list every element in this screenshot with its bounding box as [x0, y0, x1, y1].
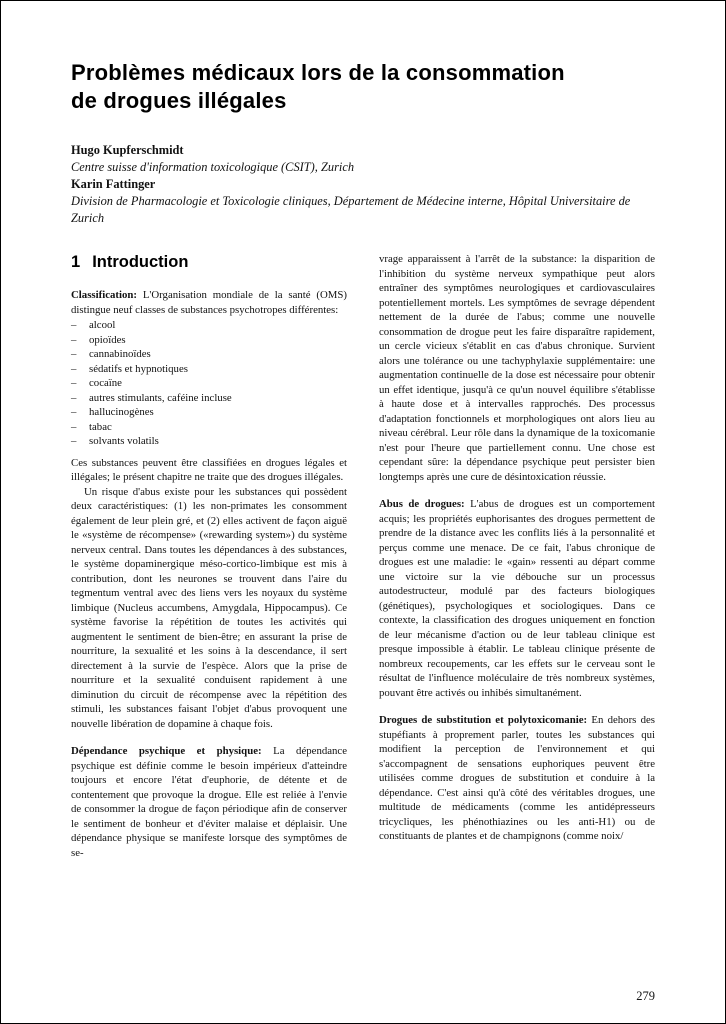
two-column-body	[71, 252, 655, 860]
list-item-text: opioïdes	[89, 333, 126, 346]
title-line-2: de drogues illégales	[71, 88, 287, 113]
list-item	[71, 347, 347, 362]
list-item-text: autres stimulants, caféine incluse	[89, 391, 232, 404]
paragraph-classes: Ces substances peuvent être classifiées en drogues légales et illégales; le présent chapitre ne traite que des drogues illégales.	[71, 456, 347, 483]
paragraph-dependance	[71, 744, 347, 860]
run-in-label: Abus de drogues:	[379, 498, 465, 510]
dash-marker: –	[71, 406, 77, 418]
dash-marker: –	[71, 348, 77, 360]
list-item-text: alcool	[89, 319, 116, 331]
run-in-label: Classification:	[71, 289, 137, 301]
section-heading	[71, 252, 347, 272]
run-in-label: Dépendance psychique et physique:	[71, 745, 262, 757]
dash-marker: –	[71, 377, 77, 389]
dash-marker: –	[71, 435, 77, 447]
run-in-label: Drogues de substitution et polytoxicomanie:	[379, 714, 588, 726]
author-name: Hugo Kupferschmidt	[71, 143, 184, 157]
paragraph-text: En dehors des stupéfiants à proprement parler, toutes les substances qui modifient la perception de l'environnement et qui s'accompagnent de sensations euphoriques peuvent être utilisées comme drogues de substitution et conduire à la dépendance. C'est ainsi qu'à côté des véritables drogues, une multitude de médicaments (comme les antidépresseurs tricycliques, les phénothiazines ou les anti-H1) ou de constituants de plantes et de champignons (comme noix/	[379, 714, 656, 842]
dash-marker: –	[71, 333, 77, 346]
dash-marker: –	[71, 319, 77, 331]
paragraph-abus	[379, 497, 655, 700]
list-item	[71, 420, 347, 435]
paragraph-substitution	[379, 713, 655, 844]
list-item-text: sédatifs et hypnotiques	[89, 362, 188, 375]
section-title: Introduction	[92, 253, 189, 271]
paragraph-text: La dépendance psychique est définie comme le besoin impérieux d'atteindre toujours et encore l'état d'euphorie, de détente et de contentement que provoque la drogue. Elle est reliée à l'envie de consommer la drogue de façon périodique afin de conserver le sentiment de bonheur et d'éviter malaise et déplaisir. Une dépendance physique se manifeste lorsque des symptômes de se-	[71, 745, 348, 859]
author-affiliation: Division de Pharmacologie et Toxicologie cliniques, Département de Médecine interne, Hôpital Universitaire de Zurich	[71, 194, 631, 225]
list-item-text: solvants volatils	[89, 435, 159, 447]
substance-list	[71, 318, 347, 449]
title-line-1: Problèmes médicaux lors de la consommation	[71, 60, 565, 85]
author-name: Karin Fattinger	[71, 177, 156, 191]
page-number: 279	[636, 989, 655, 1003]
list-item	[71, 434, 347, 449]
paragraph-risk: Un risque d'abus existe pour les substances qui possèdent deux caractéristiques: (1) les non-primates les consomment également de leur plein gré, et (2) elles activent de façon aiguë le «système de récompense» («rewarding system») du système nerveux central. Dans toutes les dépendances à des substances, le système dopaminergique méso-cortico-limbique est mis à contribution, dont les neurones se trouvent dans l'aire du tegmentum ventral avec des liens vers les noyaux du système limbique (Nucleus accumbens, Amygdala, Hippocampus). Ce système favorise la répétition de toutes les activités qui augmentent le sentiment de bien-être; en assurant la prise de nourriture, la sexualité et les soins à la descendance, il sert directement à la survie de l'espèce. Alors que la prise de nourriture et la sexualité conduisent rapidement à une diminution du circuit de récompense avec la répétition des stimuli, les substances faisant l'objet d'abus provoquent une nouvelle libération de dopamine à chaque fois.	[71, 485, 347, 730]
list-item	[71, 391, 347, 406]
page-title	[71, 59, 655, 115]
paragraph-sevrage: vrage apparaissent à l'arrêt de la substance: la disparition de l'inhibition du système nerveux sympathique peut alors entraîner des symptômes neurologiques et cardiovasculaires potentiellement mortels. Les symptômes de sevrage dépendent nettement de la durée de l'abus; comme une nouvelle consommation de drogue peut les faire disparaître rapidement, un cercle vicieux s'établit en cas d'abus chronique. Survient alors une tolérance ou une tachyphylaxie supplémentaire: une augmentation continuelle de la dose est nécessaire pour obtenir un effet identique, jusqu'à ce qu'un nouvel équilibre s'établisse à haute dose et à intervalles rapprochés. Des processus d'adaptation fonctionnels et morphologiques ont alors lieu au niveau cérébral. Leur rôle dans la dynamique de la toxicomanie n'est pour l'heure que partiellement connu. Une chose est cependant sûre: la dépendance psychique peut persister bien longtemps après une cure de désintoxication réussie.	[379, 253, 655, 483]
list-item	[71, 333, 347, 348]
left-column	[71, 252, 347, 860]
paragraph-classification	[71, 288, 347, 317]
author-block	[71, 142, 655, 227]
list-item	[71, 376, 347, 391]
list-item-text: cannabinoïdes	[89, 348, 151, 360]
list-item-text: hallucinogènes	[89, 406, 154, 418]
dash-marker: –	[71, 391, 77, 404]
list-item-text: tabac	[89, 420, 112, 433]
paragraph-text: L'abus de drogues est un comportement acquis; les propriétés euphorisantes des drogues permettent de prendre de la distance avec les conflits liés à la personnalité et perçus comme une menace. De ce fait, l'abus chronique de drogues est une maladie: le «gain» ressenti au départ comme une victoire sur la vie débouche sur un processus autodestructeur, modulé par des facteurs biologiques (génétiques), psychologiques et sociologiques. Dans ce contexte, la classification des drogues uniquement en fonction de leur mécanisme d'action ou de leur tableau clinique est presque impossible à établir. Le tableau clinique présente de nombreux recoupements, car les effets sur le cerveau sont le résultat de l'influence moléculaire de très nombreux systèmes, pouvant être activés ou inhibés simultanément.	[379, 498, 655, 699]
dash-marker: –	[71, 420, 77, 433]
list-item	[71, 362, 347, 377]
page-content	[1, 1, 725, 860]
paragraph-text: L'Organisation mondiale de la santé (OMS) distingue neuf classes de substances psychotropes différentes:	[71, 289, 347, 316]
section-number: 1	[71, 253, 81, 271]
list-item	[71, 405, 347, 420]
list-item	[71, 318, 347, 333]
author-affiliation: Centre suisse d'information toxicologique (CSIT), Zurich	[71, 160, 355, 174]
list-item-text: cocaïne	[89, 377, 122, 389]
right-column	[379, 252, 655, 860]
dash-marker: –	[71, 362, 77, 375]
